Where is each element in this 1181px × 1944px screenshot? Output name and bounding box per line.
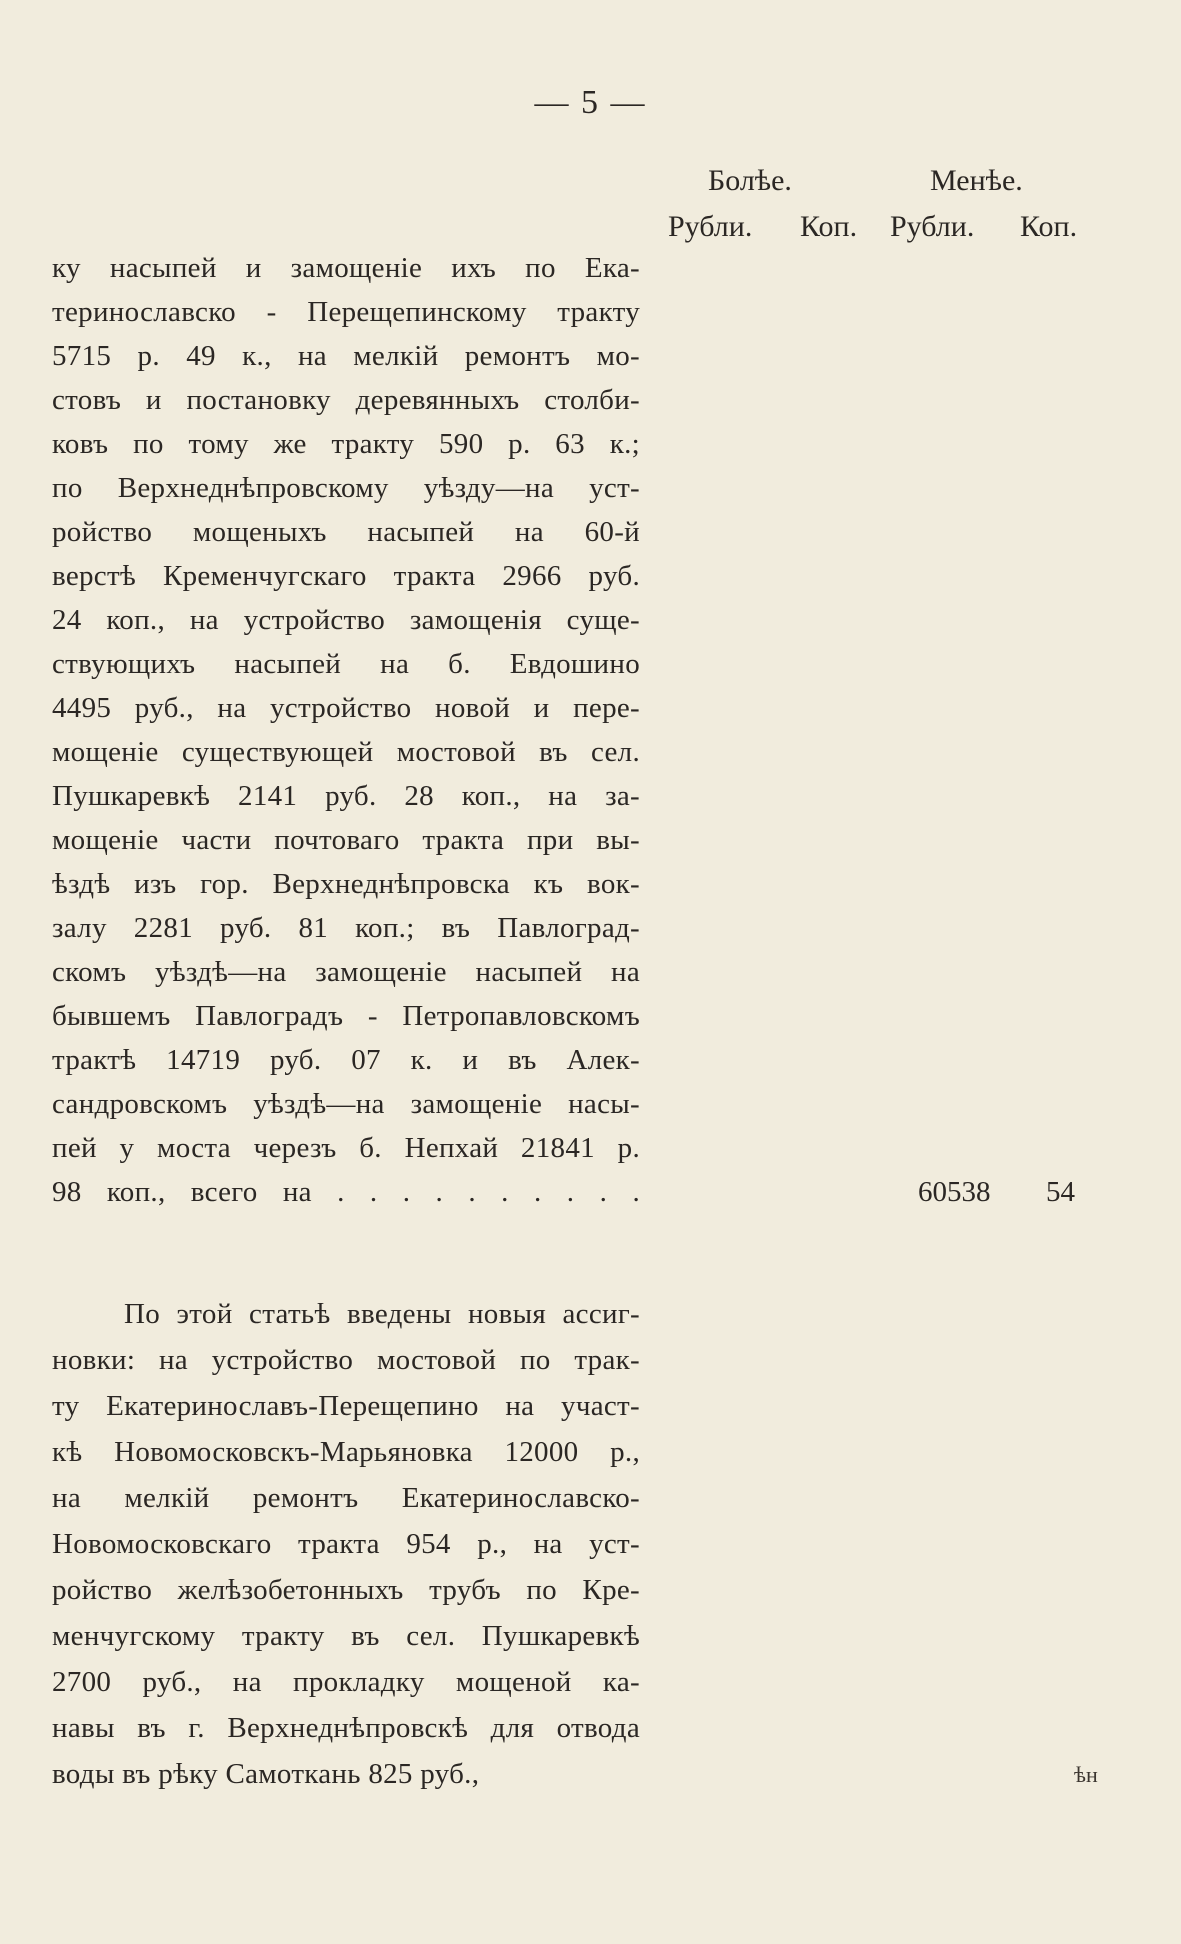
text-line: ку насыпей и замощеніе ихъ по Ека- — [52, 252, 640, 284]
total-rubles: 60538 — [918, 1176, 991, 1208]
text-line: верстѣ Кременчугскаго тракта 2966 руб. — [52, 560, 640, 592]
text-line: воды въ рѣку Самоткань 825 руб., — [52, 1758, 480, 1790]
column-header-kopecks-more: Коп. — [800, 210, 858, 243]
text-line: 5715 р. 49 к., на мелкій ремонтъ мо- — [52, 340, 640, 372]
text-line: ѣздѣ изъ гор. Верхнеднѣпровска къ вок- — [52, 868, 640, 900]
text-line: 24 коп., на устройство замощенія суще- — [52, 604, 640, 636]
total-kopecks: 54 — [1046, 1176, 1075, 1208]
text-line: мощеніе существующей мостовой въ сел. — [52, 736, 640, 768]
text-line: Пушкаревкѣ 2141 руб. 28 коп., на за- — [52, 780, 640, 812]
page-number: — 5 — — [534, 84, 647, 121]
text-line: менчугскому тракту въ сел. Пушкаревкѣ — [52, 1620, 640, 1652]
text-line: новки: на устройство мостовой по трак- — [52, 1344, 640, 1376]
text-line: Новомосковскаго тракта 954 р., на уст- — [52, 1528, 640, 1560]
text-line: навы въ г. Верхнеднѣпровскѣ для отвода — [52, 1712, 640, 1744]
text-line: ковъ по тому же тракту 590 р. 63 к.; — [52, 428, 640, 460]
text-line: пей у моста черезъ б. Непхай 21841 р. — [52, 1132, 640, 1164]
text-line: 98 коп., всего на . . . . . . . . . . — [52, 1176, 640, 1208]
text-line: кѣ Новомосковскъ-Марьяновка 12000 р., — [52, 1436, 640, 1468]
text-line: 2700 руб., на прокладку мощеной ка- — [52, 1666, 640, 1698]
column-header-rubles-less: Рубли. — [890, 210, 975, 243]
text-line: ройство мощеныхъ насыпей на 60-й — [52, 516, 640, 548]
text-line: сандровскомъ уѣздѣ—на замощеніе насы- — [52, 1088, 640, 1120]
text-line: по Верхнеднѣпровскому уѣзду—на уст- — [52, 472, 640, 504]
text-line: теринославско - Перещепинскому тракту — [52, 296, 640, 328]
column-header-kopecks-less: Коп. — [1020, 210, 1078, 243]
text-line: ствующихъ насыпей на б. Евдошино — [52, 648, 640, 680]
column-header-rubles-more: Рубли. — [668, 210, 753, 243]
text-line: бывшемъ Павлоградъ - Петропавловскомъ — [52, 1000, 640, 1032]
margin-mark: ѣн — [1074, 1762, 1098, 1787]
text-line: мощеніе части почтоваго тракта при вы- — [52, 824, 640, 856]
text-line: на мелкій ремонтъ Екатеринославско- — [52, 1482, 640, 1514]
column-header-more: Болѣе. — [708, 164, 792, 197]
text-line: скомъ уѣздѣ—на замощеніе насыпей на — [52, 956, 640, 988]
text-line: По этой статьѣ введены новыя ассиг- — [124, 1298, 640, 1330]
text-line: трактѣ 14719 руб. 07 к. и въ Алек- — [52, 1044, 640, 1076]
text-line: стовъ и постановку деревянныхъ столби- — [52, 384, 640, 416]
text-line: ройство желѣзобетонныхъ трубъ по Кре- — [52, 1574, 640, 1606]
text-line: ту Екатеринославъ-Перещепино на участ- — [52, 1390, 640, 1422]
text-line: залу 2281 руб. 81 коп.; въ Павлоград- — [52, 912, 640, 944]
text-line: 4495 руб., на устройство новой и пере- — [52, 692, 640, 724]
column-header-less: Менѣе. — [930, 164, 1023, 197]
